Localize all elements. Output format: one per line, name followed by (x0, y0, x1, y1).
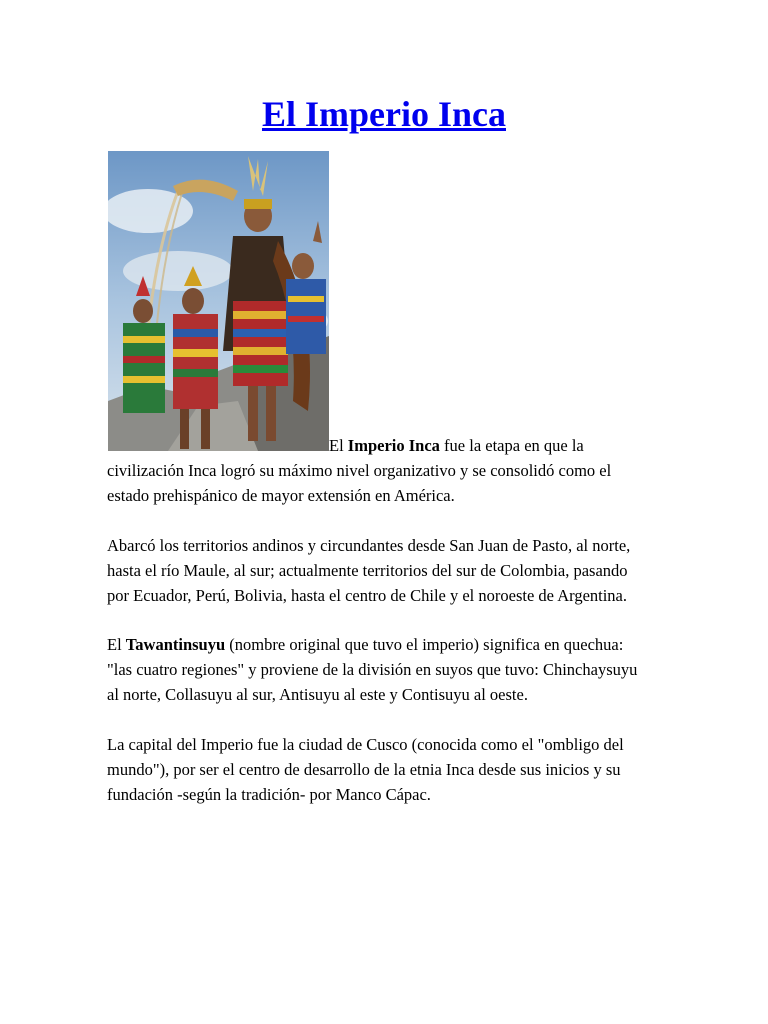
paragraph-1-line-2: civilización Inca logró su máximo nivel organizativo y se consolidó como el (107, 461, 612, 480)
paragraph-3-lead: El (107, 635, 126, 654)
tawantinsuyu-bold: Tawantinsuyu (125, 635, 226, 654)
paragraph-3-line-3: al norte, Collasuyu al sur, Antisuyu al este y Contisuyu al oeste. (107, 685, 528, 704)
paragraph-1-line-3: estado prehispánico de mayor extensión en América. (107, 486, 455, 505)
paragraph-1-first-line (329, 433, 584, 458)
paragraph-3-line-2: "las cuatro regiones" y proviene de la división en suyos que tuvo: Chinchaysuyu (107, 660, 638, 679)
title-link[interactable]: El Imperio Inca (261, 94, 506, 134)
paragraph-3-after-bold: (nombre original que tuvo el imperio) significa en quechua: (225, 635, 624, 654)
paragraph-4-line-2: mundo"), por ser el centro de desarrollo de la etnia Inca desde sus inicios y su (107, 760, 621, 779)
paragraph-2 (107, 533, 663, 608)
paragraph-1-lead: El (329, 436, 348, 455)
paragraph-3-line-1 (107, 632, 663, 657)
paragraph-1-after-bold: fue la etapa en que la (439, 436, 584, 455)
paragraph-3 (107, 632, 663, 707)
imperio-inca-bold: Imperio Inca (347, 436, 440, 455)
paragraph-2-line-3: por Ecuador, Perú, Bolivia, hasta el centro de Chile y el noroeste de Argentina. (107, 586, 628, 605)
paragraph-1-rest (107, 458, 663, 508)
paragraph-4 (107, 732, 663, 807)
paragraph-2-line-1: Abarcó los territorios andinos y circundantes desde San Juan de Pasto, al norte, (107, 536, 631, 555)
paragraph-2-line-2: hasta el río Maule, al sur; actualmente territorios del sur de Colombia, pasando (107, 561, 628, 580)
paragraph-4-line-1: La capital del Imperio fue la ciudad de Cusco (conocida como el "ombligo del (107, 735, 624, 754)
page-title (0, 92, 768, 136)
inca-ceremony-image (108, 151, 329, 451)
paragraph-4-line-3: fundación -según la tradición- por Manco Cápac. (107, 785, 431, 804)
